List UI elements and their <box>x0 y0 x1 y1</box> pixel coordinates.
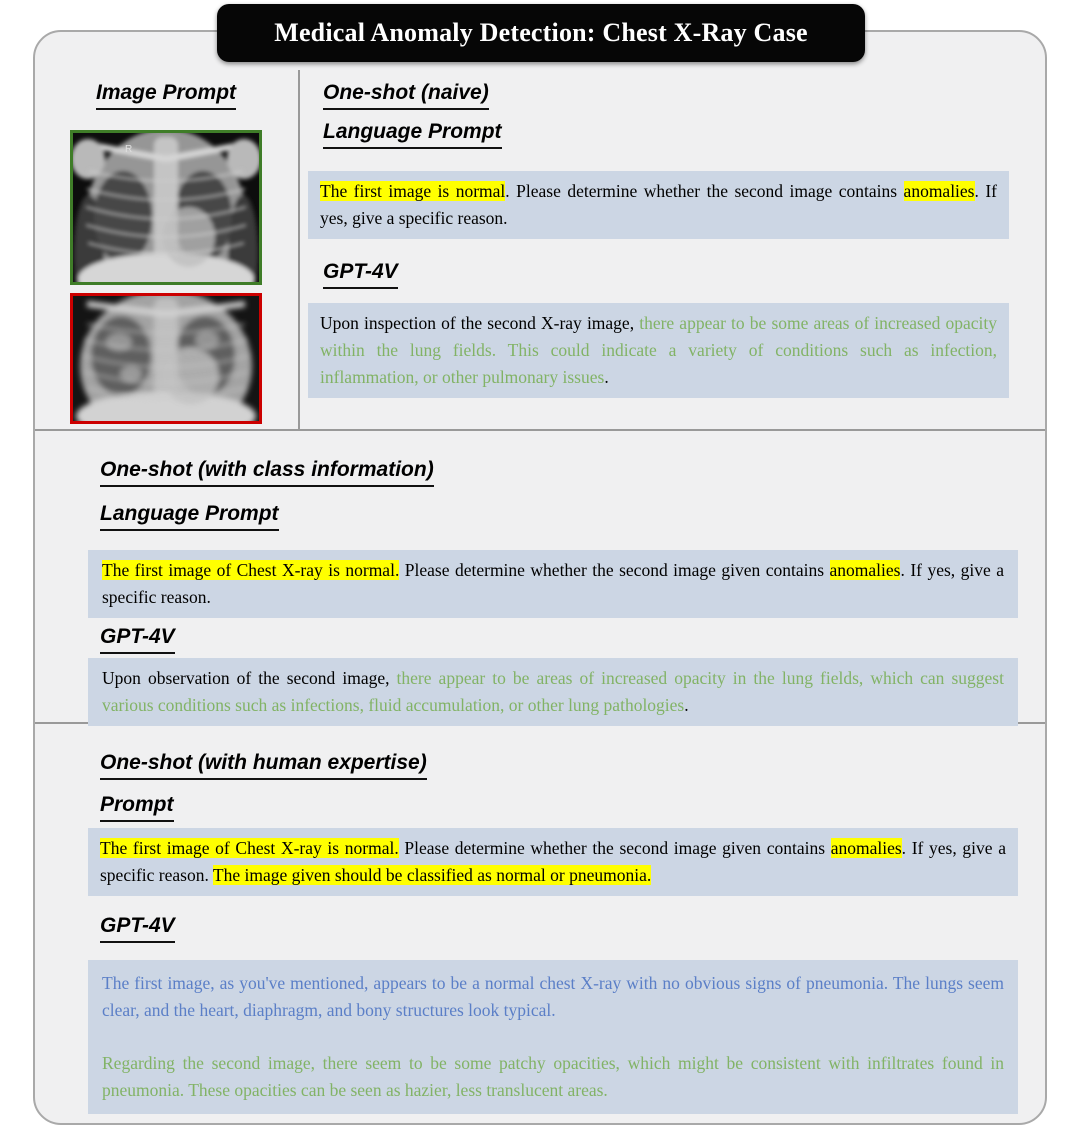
image-prompt-column <box>35 32 297 429</box>
column-divider <box>298 70 300 429</box>
language-prompt-box: The first image is normal. Please determine whether the second image contains anomalies. If yes, give a specific reason. <box>308 171 1009 239</box>
prompt-label <box>100 792 1018 822</box>
xray-normal-graphic <box>73 133 259 282</box>
figure-title-text: Medical Anomaly Detection: Chest X-Ray Case <box>274 18 808 47</box>
section-heading-text: One-shot (with human expertise) <box>100 750 427 780</box>
section-one-shot-naive <box>35 32 1045 431</box>
model-label-text: GPT-4V <box>323 259 398 289</box>
model-label-text: GPT-4V <box>100 624 175 654</box>
gpt4v-response-box: Upon inspection of the second X-ray image, there appear to be some areas of increased opacity within the lung fields. This could indicate a variety of conditions such as infection, inflammation, or other pulmonary issues. <box>308 303 1009 398</box>
xray-pneumonia-graphic <box>73 296 259 421</box>
section-one-shot-human-expertise <box>35 724 1045 1114</box>
section-heading <box>323 80 1009 110</box>
xray-anomaly-image <box>70 293 262 424</box>
model-label-text: GPT-4V <box>100 913 175 943</box>
prompt-box: The first image of Chest X-ray is normal. Please determine whether the second image given contains anomalies. If yes, give a specific reason. The image given should be classified as normal or pneumonia. <box>88 828 1018 896</box>
naive-column <box>297 32 1045 429</box>
model-label <box>100 913 1018 943</box>
model-label <box>100 624 1018 654</box>
prompt-label-text: Language Prompt <box>100 501 279 531</box>
prompt-label <box>100 501 1018 531</box>
gpt4v-response-box: Upon observation of the second image, there appear to be areas of increased opacity in the lung fields, which can suggest various conditions such as infections, fluid accumulation, or other lung pathologies. <box>88 658 1018 726</box>
response-paragraph: The first image, as you've mentioned, appears to be a normal chest X-ray with no obvious signs of pneumonia. The lungs seem clear, and the heart, diaphragm, and bony structures look typical. <box>102 973 1004 1020</box>
image-prompt-heading <box>35 80 297 110</box>
prompt-label-text: Language Prompt <box>323 119 502 149</box>
section-heading-text: One-shot (naive) <box>323 80 489 110</box>
language-prompt-box: The first image of Chest X-ray is normal. Please determine whether the second image given contains anomalies. If yes, give a specific reason. <box>88 550 1018 618</box>
response-paragraph: Regarding the second image, there seem to be some patchy opacities, which might be consistent with infiltrates found in pneumonia. These opacities can be seen as hazier, less translucent areas. <box>102 1053 1004 1100</box>
figure-title <box>217 4 865 62</box>
section-heading <box>100 457 1018 487</box>
xray-r-marker: R <box>125 144 133 155</box>
xray-normal-image <box>70 130 262 285</box>
gpt4v-response-box <box>88 960 1018 1114</box>
section-heading-text: One-shot (with class information) <box>100 457 434 487</box>
section-heading <box>100 750 1018 780</box>
figure-frame <box>33 30 1047 1125</box>
model-label <box>323 259 1009 289</box>
prompt-label-text: Prompt <box>100 792 174 822</box>
section-one-shot-class-info <box>35 431 1045 724</box>
prompt-label <box>323 119 1009 149</box>
image-prompt-heading-text: Image Prompt <box>96 80 236 110</box>
